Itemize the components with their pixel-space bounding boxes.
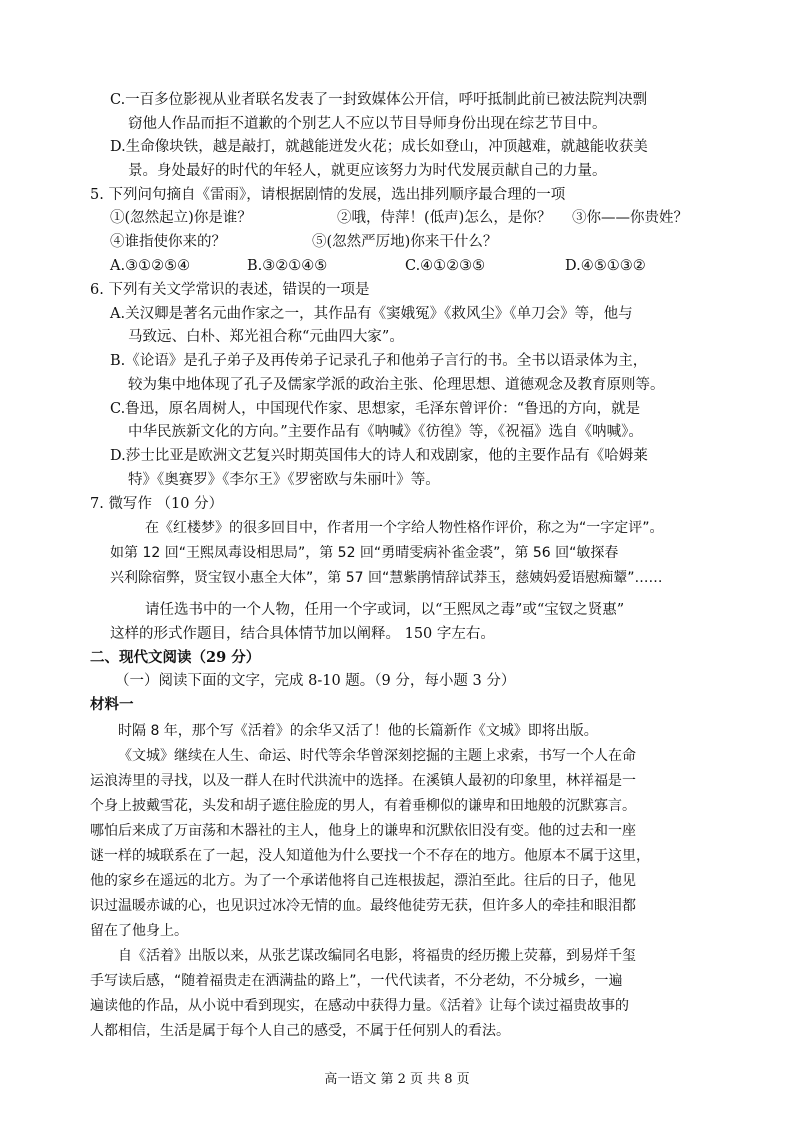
passage-line: 人都相信，生活是属于每个人自己的感受，不属于任何别人的看法。 bbox=[90, 1023, 510, 1039]
q5-item-3: ③你——你贵姓？ bbox=[572, 210, 688, 226]
q6-option-a-line1: A.关汉卿是著名元曲作家之一，其作品有《窦娥冤》《救风尘》《单刀会》等，他与 bbox=[110, 306, 633, 322]
q4-option-d-line2: 景。身处最好的时代的年轻人，就更应该努力为时代发展贡献自己的力量。 bbox=[128, 163, 607, 179]
q6-stem: 6. 下列有关文学常识的表述，错误的一项是 bbox=[90, 282, 370, 298]
section2-subheading: （一）阅读下面的文字，完成 8-10 题。（9 分，每小题 3 分） bbox=[115, 673, 516, 689]
page-footer: 高一语文 第 2 页 共 8 页 bbox=[324, 1072, 470, 1087]
passage-line: 手写读后感，“随着福贵走在洒满盐的路上”，一代代读者，不分老幼，不分城乡，一遍 bbox=[90, 973, 623, 989]
q6-option-d-line2: 特》《奥赛罗》《李尔王》《罗密欧与朱丽叶》等。 bbox=[128, 472, 440, 488]
passage-line: 他的家乡在遥远的北方。为了一个承诺他将自己连根拔起，漂泊至此。往后的日子，他见 bbox=[90, 873, 636, 889]
passage-line: 时隔 8 年，那个写《活着》的余华又活了！他的长篇新作《文城》即将出版。 bbox=[118, 723, 598, 739]
q6-option-d-line1: D.莎士比亚是欧洲文艺复兴时期英国伟大的诗人和戏剧家，他的主要作品有《哈姆莱 bbox=[110, 448, 648, 464]
material-label: 材料一 bbox=[90, 696, 134, 713]
q6-option-b-line1: B.《论语》是孔子弟子及再传弟子记录孔子和他弟子言行的书。全书以语录体为主， bbox=[110, 353, 648, 369]
q6-option-a-line2: 马致远、白朴、郑光祖合称“元曲四大家”。 bbox=[128, 329, 404, 345]
q7-prompt-line1: 在《红楼梦》的很多回目中，作者用一个字给人物性格作评价，称之为“一字定评”。 bbox=[145, 520, 664, 536]
passage-line: 运浪涛里的寻找，以及一群人在时代洪流中的选择。在溪镇人最初的印象里，林祥福是一 bbox=[90, 773, 636, 789]
q7-prompt-line5: 这样的形式作题目，结合具体情节加以阐释。 150 字左右。 bbox=[110, 626, 495, 642]
q5-item-4: ④谁指使你来的？ bbox=[110, 234, 226, 250]
q5-option-d: D.④⑤①③② bbox=[565, 258, 646, 274]
q6-option-b-line2: 较为集中地体现了孔子及儒家学派的政治主张、伦理思想、道德观念及教育原则等。 bbox=[128, 377, 665, 393]
q5-option-b: B.③②①④⑤ bbox=[247, 258, 328, 274]
q5-item-5: ⑤(忽然严厉地)你来干什么？ bbox=[312, 234, 498, 250]
q5-stem: 5. 下列问句摘自《雷雨》，请根据剧情的发展，选出排列顺序最合理的一项 bbox=[90, 187, 566, 203]
q6-option-c-line2: 中华民族新文化的方向。”主要作品有《呐喊》《彷徨》等，《祝福》选自《呐喊》。 bbox=[128, 424, 643, 440]
passage-line: 谜一样的城联系在了一起，没人知道他为什么要找一个不存在的地方。他原本不属于这里， bbox=[90, 848, 650, 864]
q4-option-c-line1: C.一百多位影视从业者联名发表了一封致媒体公开信，呼吁抵制此前已被法院判决剽 bbox=[110, 92, 648, 108]
q5-option-c: C.④①②③⑤ bbox=[405, 258, 486, 274]
q5-item-1: ①(忽然起立)你是谁？ bbox=[110, 210, 252, 226]
q7-prompt-line2: 如第 12 回“王熙凤毒设相思局”，第 52 回“勇晴雯病补雀金裘”，第 56 回“敏探春 bbox=[110, 545, 619, 561]
section2-heading: 二、现代文阅读（29 分） bbox=[90, 649, 261, 666]
q4-option-d-line1: D.生命像块铁，越是敲打，就越能迸发火花；成长如登山，冲顶越难，就越能收获美 bbox=[110, 139, 648, 155]
passage-line: 自《活着》出版以来，从张艺谋改编同名电影，将福贵的经历搬上荧幕，到易烊千玺 bbox=[118, 948, 636, 964]
q4-option-c-line2: 窃他人作品而拒不道歉的个别艺人不应以节目导师身份出现在综艺节目中。 bbox=[128, 116, 607, 132]
q5-item-2: ②哦，侍萍！(低声)怎么，是你？ bbox=[337, 210, 552, 226]
passage-line: 个身上披戴雪花，头发和胡子遮住脸庞的男人，有着垂柳似的谦卑和田地般的沉默寡言。 bbox=[90, 798, 636, 814]
passage-line: 识过温暖赤诚的心，也见识过冰冷无情的血。最终他徒劳无获，但许多人的牵挂和眼泪都 bbox=[90, 898, 636, 914]
q7-stem: 7. 微写作 （10 分） bbox=[90, 496, 224, 512]
q6-option-c-line1: C.鲁迅，原名周树人，中国现代作家、思想家，毛泽东曾评价：“鲁迅的方向，就是 bbox=[110, 401, 641, 417]
passage-line: 留在了他身上。 bbox=[90, 923, 188, 939]
q7-prompt-line3: 兴利除宿弊，贤宝钗小惠全大体”，第 57 回“慧紫鹃情辞试莽玉，慈姨妈爱语慰痴颦”…… bbox=[110, 570, 663, 586]
passage-line: 遍读他的作品，从小说中看到现实，在感动中获得力量。《活着》让每个读过福贵故事的 bbox=[90, 998, 629, 1014]
q7-prompt-line4: 请任选书中的一个人物，任用一个字或词，以“王熙凤之毒”或“宝钗之贤惠” bbox=[145, 602, 625, 618]
passage-line: 哪怕后来成了万亩荡和木器社的主人，他身上的谦卑和沉默依旧没有变。他的过去和一座 bbox=[90, 823, 636, 839]
passage-line: 《文城》继续在人生、命运、时代等余华曾深刻挖掘的主题上求索，书写一个人在命 bbox=[118, 748, 636, 764]
q5-option-a: A.③①②⑤④ bbox=[110, 258, 191, 274]
